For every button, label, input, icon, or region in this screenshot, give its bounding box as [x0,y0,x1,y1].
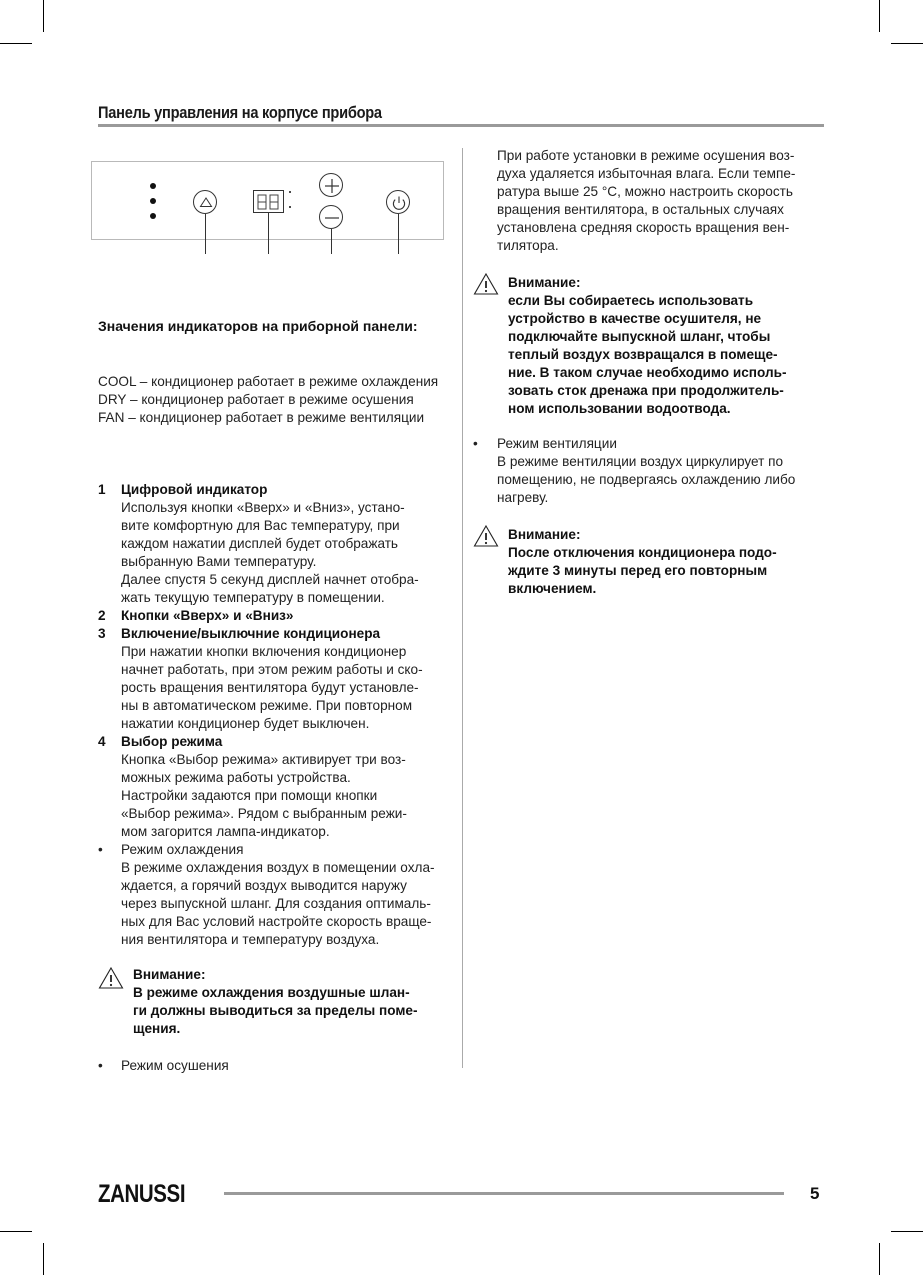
text-line: ния вентилятора и температуру воздуха. [121,932,380,947]
text-line: Кнопка «Выбор режима» активирует три воз- [121,752,406,767]
text-line: «Выбор режима». Рядом с выбранным режи- [121,806,407,821]
warning-line: зовать сток дренажа при продолжитель- [508,383,784,398]
text-line: Используя кнопки «Вверх» и «Вниз», устано- [121,500,405,515]
mode-description: COOL – кондиционер работает в режиме охлаждения [98,374,439,389]
text-line: можных режима работы устройства. [121,770,351,785]
drying-mode-title [121,1057,456,1075]
text-line: При работе установки в режиме осушения воз- [497,148,795,163]
warning-line: щения. [133,1021,181,1036]
callout-line [205,214,206,254]
text-line: ждается, а горячий воздух выводится наружу [121,878,407,893]
power-icon [387,191,411,215]
item-title: Кнопки «Вверх» и «Вниз» [121,608,294,623]
text-line: вращения вентилятора, в остальных случаях [497,202,784,217]
text-line: Далее спустя 5 секунд дисплей начнет отобра- [121,572,419,587]
item-power [121,625,456,733]
callout-line [398,214,399,254]
crop-mark [891,1231,923,1232]
text-line: В режиме охлаждения воздух в помещении охла- [121,860,435,875]
text-line: рость вращения вентилятора будут установле- [121,680,419,695]
drying-mode-text [497,147,827,255]
mode-indicator-dot [150,183,156,189]
seven-segment-icon [254,191,285,214]
crop-mark [879,1243,880,1275]
crop-mark [0,43,32,44]
mode-description: FAN – кондиционер работает в режиме вентиляции [98,410,425,425]
up-button[interactable] [319,173,343,197]
warning-line: включением. [508,581,597,596]
warning-line: В режиме охлаждения воздушные шлан- [133,985,410,1000]
warning-label: Внимание: [508,275,581,290]
warning-drying [508,274,828,418]
text-line: нажатии кондиционер будет выключен. [121,716,370,731]
brand-logo: ZANUSSI [98,1180,186,1208]
warning-line: ние. В таком случае необходимо исполь- [508,365,787,380]
text-line: выбранную Вами температуру. [121,554,317,569]
text-line: начнет работать, при этом режим работы и ско- [121,662,423,677]
warning-cooling [133,966,458,1038]
bullet-title: Режим охлаждения [121,842,244,857]
text-line: мом загорится лампа-индикатор. [121,824,330,839]
warning-line: теплый воздух возвращался в помеще- [508,347,778,362]
item-digital-indicator [121,481,456,607]
text-line: через выпускной шланг. Для создания оптималь- [121,896,431,911]
bullet: • [473,436,478,451]
text-line: духа удаляется избыточная влага. Если темпе- [497,166,796,181]
display-colon-dot [289,206,291,208]
item-title: Выбор режима [121,734,223,749]
warning-label: Внимание: [133,967,206,982]
text-line: В режиме вентиляции воздух циркулирует по [497,454,784,469]
bullet-title: Режим осушения [121,1058,229,1073]
warning-line: если Вы собираетесь использовать [508,293,754,308]
triangle-up-icon [194,191,218,215]
text-line: помещению, не подвергаясь охлаждению либо [497,472,796,487]
text-line: При нажатии кнопки включения кондиционер [121,644,407,659]
display-colon-dot [289,191,291,193]
text-line: установлена средняя скорость вращения вен- [497,220,790,235]
power-button[interactable] [386,190,410,214]
warning-line: устройство в качестве осушителя, не [508,311,762,326]
item-mode-select [121,733,456,841]
crop-mark [0,1231,32,1232]
crop-mark [879,0,880,32]
text-line: нагреву. [497,490,549,505]
warning-line: подключайте выпускной шланг, чтобы [508,329,771,344]
bullet: • [98,842,103,857]
minus-icon [320,206,344,230]
item-up-down-buttons [121,607,456,625]
column-divider [462,148,463,1068]
page-number: 5 [810,1184,820,1203]
fan-mode [497,435,827,507]
mode-indicator-dot [150,213,156,219]
warning-icon [98,966,124,990]
footer-rule [224,1192,784,1195]
text-line: жать текущую температуру в помещении. [121,590,385,605]
callout-line [268,213,269,254]
title-rule [98,124,824,127]
crop-mark [43,0,44,32]
mode-indicator-dot [150,198,156,204]
warning-line: ги должны выводиться за пределы поме- [133,1003,418,1018]
mode-description: DRY – кондиционер работает в режиме осушения [98,392,414,407]
warning-line: После отключения кондиционера подо- [508,545,777,560]
warning-icon [473,524,499,548]
indicators-heading: Значения индикаторов на приборной панели: [98,318,418,334]
cooling-mode [121,841,456,949]
warning-label: Внимание: [508,527,581,542]
mode-select-button[interactable] [193,190,217,214]
plus-icon [320,174,344,198]
item-title: Включение/выключние кондиционера [121,626,381,641]
item-title: Цифровой индикатор [121,482,268,497]
warning-icon [473,272,499,296]
text-line: ратура выше 25 °C, можно настроить скорость [497,184,793,199]
down-button[interactable] [319,205,343,229]
item-number: 3 [98,626,106,641]
crop-mark [43,1243,44,1275]
text-line: ных для Вас условий настройте скорость враще- [121,914,432,929]
item-number: 1 [98,482,106,497]
warning-restart [508,526,828,598]
text-line: вите комфортную для Вас температуру, при [121,518,400,533]
text-line: каждом нажатии дисплей будет отображать [121,536,399,551]
section-title: Панель управления на корпусе прибора [98,103,382,122]
bullet: • [98,1058,103,1073]
text-line: ны в автоматическом режиме. При повторном [121,698,413,713]
item-number: 2 [98,608,106,623]
modes-list [98,373,448,427]
crop-mark [891,43,923,44]
warning-line: ждите 3 минуты перед его повторным [508,563,768,578]
text-line: тилятора. [497,238,559,253]
digital-display [253,190,284,213]
text-line: Настройки задаются при помощи кнопки [121,788,378,803]
item-number: 4 [98,734,106,749]
warning-line: ном использовании водоотвода. [508,401,731,416]
callout-line [331,229,332,254]
bullet-title: Режим вентиляции [497,436,617,451]
